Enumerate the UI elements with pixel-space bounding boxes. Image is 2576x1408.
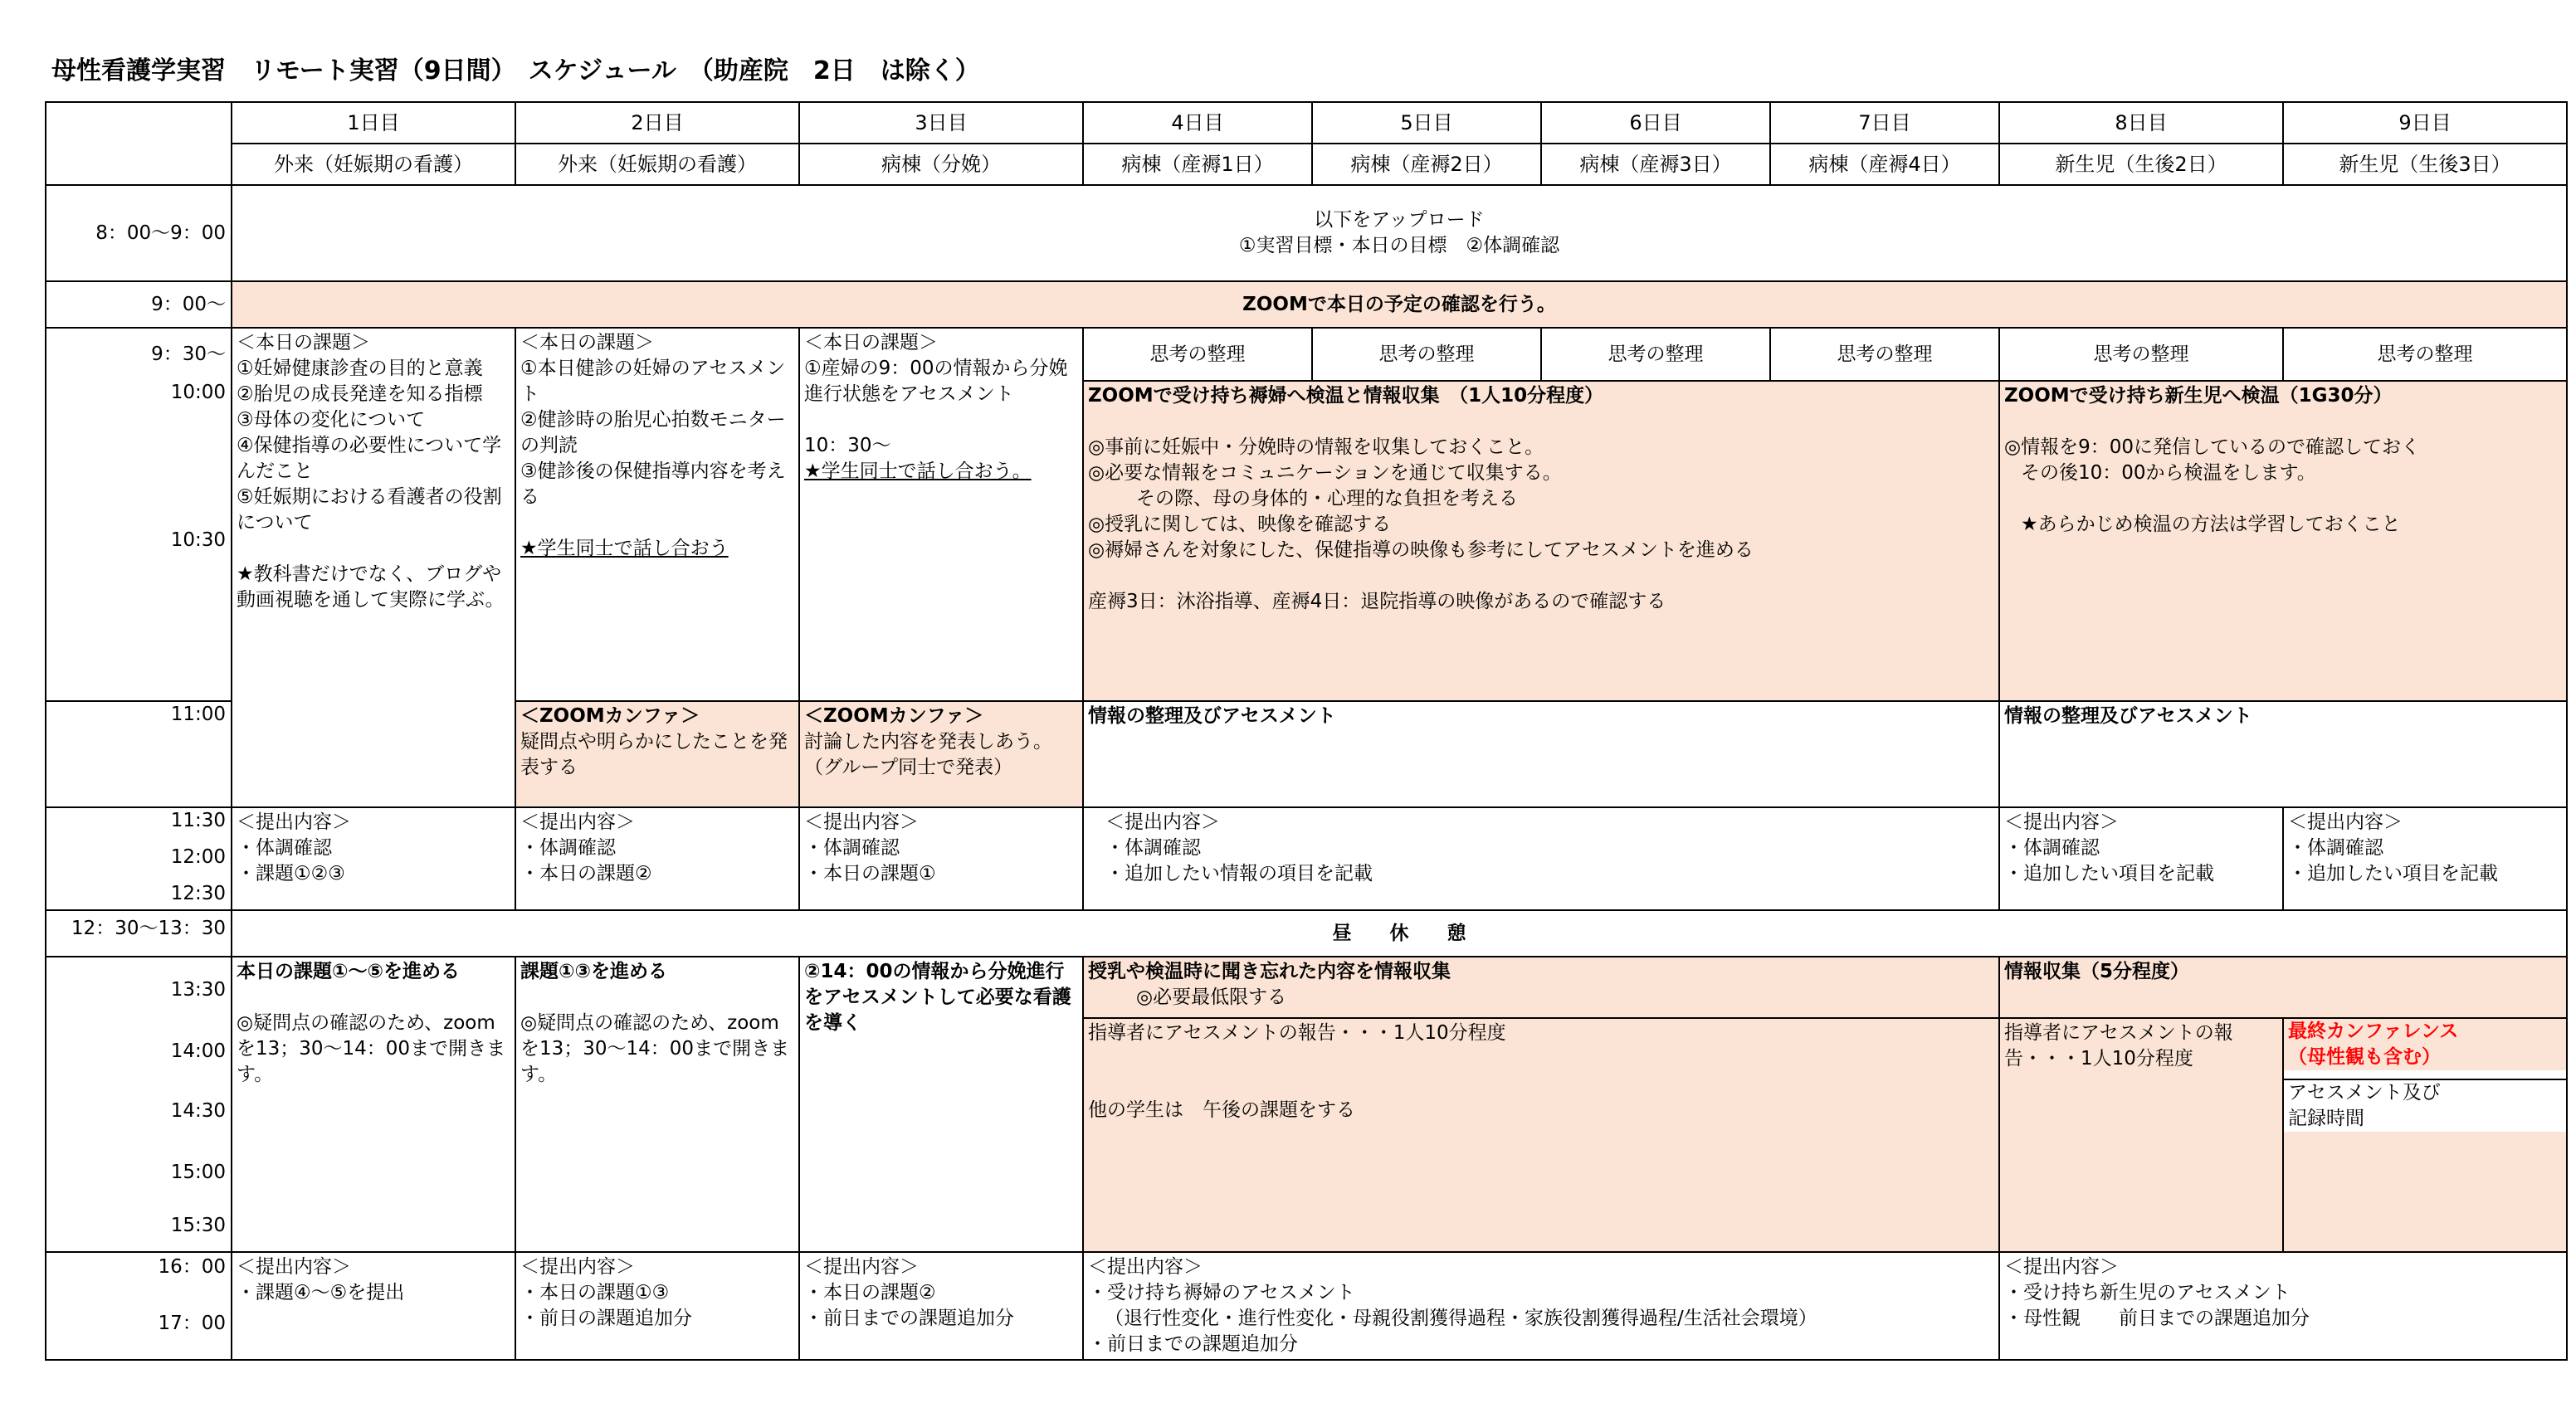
day-header: 9日目 (2283, 102, 2567, 144)
final-conference: 最終カンファレンス （母性観も含む） (2283, 1018, 2567, 1079)
time-cell (46, 328, 232, 701)
ward-info-collection: 授乳や検温時に聞き忘れた内容を情報収集 ◎必要最低限する (1083, 957, 1999, 1018)
time-label: 11:30 (170, 810, 226, 831)
day3-conference: ＜ZOOMカンファ＞ 討論した内容を発表しあう。（グループ同士で発表） (799, 701, 1083, 807)
submission-pm-day2: ＜提出内容＞ ・本日の課題①③ ・前日の課題追加分 (515, 1252, 799, 1360)
time-cell (46, 1252, 232, 1360)
ward-info-assessment: 情報の整理及びアセスメント (1083, 701, 1999, 807)
newborn-info-assessment: 情報の整理及びアセスメント (1999, 701, 2567, 807)
time-cell (46, 910, 232, 957)
submission-am-day3: ＜提出内容＞ ・体調確認 ・本日の課題① (799, 807, 1083, 910)
ward-header: 外来（妊娠期の看護） (515, 144, 799, 185)
time-label: 12：30〜13：30 (71, 918, 226, 939)
time-label: 14:30 (170, 1100, 226, 1122)
day1-task: ＜本日の課題＞ ①妊婦健康診査の目的と意義 ②胎児の成長発達を知る指標 ③母体の変化について ④保健指導の必要性について学んだこと ⑤妊娠期における看護者の役割について ★教科書だけでなく、ブログや動画視聴を通して実際に学ぶ。 (232, 328, 515, 807)
time-label: 17：00 (158, 1313, 226, 1334)
newborn-info-collection: 情報収集（5分程度） (1999, 957, 2567, 1018)
day-header: 1日目 (232, 102, 515, 144)
submission-am-day9: ＜提出内容＞ ・体調確認 ・追加したい項目を記載 (2283, 807, 2567, 910)
submission-am-day8: ＜提出内容＞ ・体調確認 ・追加したい項目を記載 (1999, 807, 2283, 910)
time-cell (46, 807, 232, 910)
time-label: 15:00 (170, 1162, 226, 1183)
newborn-report: 指導者にアセスメントの報告・・・1人10分程度 (1999, 1018, 2283, 1252)
time-label: 12:00 (170, 846, 226, 868)
zoom-check-banner: ZOOMで本日の予定の確認を行う。 (232, 281, 2567, 328)
day3-task: ＜本日の課題＞ ①産婦の9：00の情報から分娩進行状態をアセスメント 10：30〜 ★学生同士で話し合おう。 (799, 328, 1083, 701)
ward-header: 外来（妊娠期の看護） (232, 144, 515, 185)
day-header: 7日目 (1770, 102, 1999, 144)
time-label: 8：00〜9：00 (95, 222, 226, 244)
ward-header: 病棟（分娩） (799, 144, 1083, 185)
submission-pm-day3: ＜提出内容＞ ・本日の課題② ・前日までの課題追加分 (799, 1252, 1083, 1360)
corner-cell (46, 102, 232, 185)
ward-header: 病棟（産褥3日） (1541, 144, 1770, 185)
afternoon-day2: 課題①③を進める ◎疑問点の確認のため、zoomを13；30〜14：00まで開きます。 (515, 957, 799, 1252)
think-cell: 思考の整理 (1083, 328, 1312, 381)
time-cell (46, 701, 232, 807)
time-label: 10:30 (170, 529, 226, 551)
time-label: 14:00 (170, 1040, 226, 1062)
time-cell (46, 185, 232, 281)
submission-am-ward: ＜提出内容＞ ・体調確認 ・追加したい情報の項目を記載 (1083, 807, 1999, 910)
afternoon-day1: 本日の課題①〜⑤を進める ◎疑問点の確認のため、zoomを13；30〜14：00まで開きます。 (232, 957, 515, 1252)
time-cell (46, 957, 232, 1252)
page-title: 母性看護学実習 リモート実習（9日間） スケジュール （助産院 2日 は除く） (51, 56, 980, 85)
time-label: 10:00 (170, 382, 226, 403)
time-label: 13:30 (170, 979, 226, 1001)
lunch-break: 昼 休 憩 (232, 910, 2567, 957)
think-cell: 思考の整理 (1541, 328, 1770, 381)
time-label: 15:30 (170, 1215, 226, 1236)
schedule-table (45, 101, 2568, 1361)
afternoon-day3: ②14：00の情報から分娩進行をアセスメントして必要な看護を導く (799, 957, 1083, 1252)
time-cell (46, 281, 232, 328)
time-label: 12:30 (170, 883, 226, 904)
time-label: 11:00 (170, 704, 226, 725)
ward-header: 新生児（生後3日） (2283, 144, 2567, 185)
time-label: 9：30〜 (151, 343, 226, 365)
think-cell: 思考の整理 (1770, 328, 1999, 381)
time-label: 9：00〜 (151, 294, 226, 315)
submission-am-day2: ＜提出内容＞ ・体調確認 ・本日の課題② (515, 807, 799, 910)
ward-header: 病棟（産褥1日） (1083, 144, 1312, 185)
submission-pm-day1: ＜提出内容＞ ・課題④〜⑤を提出 (232, 1252, 515, 1360)
submission-am-day1: ＜提出内容＞ ・体調確認 ・課題①②③ (232, 807, 515, 910)
ward-header: 病棟（産褥4日） (1770, 144, 1999, 185)
ward-report: 指導者にアセスメントの報告・・・1人10分程度 他の学生は 午後の課題をする (1083, 1018, 1999, 1252)
day-header: 2日目 (515, 102, 799, 144)
ward-header: 新生児（生後2日） (1999, 144, 2283, 185)
submission-pm-ward: ＜提出内容＞ ・受け持ち褥婦のアセスメント （退行性変化・進行性変化・母親役割獲得過程・家族役割獲得過程/生活社会環境） ・前日までの課題追加分 (1083, 1252, 1999, 1360)
day-header: 5日目 (1312, 102, 1541, 144)
day2-conference: ＜ZOOMカンファ＞ 疑問点や明らかにしたことを発表する (515, 701, 799, 807)
think-cell: 思考の整理 (1999, 328, 2283, 381)
day-header: 3日目 (799, 102, 1083, 144)
day-header: 4日目 (1083, 102, 1312, 144)
think-cell: 思考の整理 (2283, 328, 2567, 381)
day-header: 8日目 (1999, 102, 2283, 144)
record-time: アセスメント及び 記録時間 (2283, 1079, 2567, 1252)
upload-instructions: 以下をアップロード ①実習目標・本日の目標 ②体調確認 (232, 185, 2567, 281)
think-cell: 思考の整理 (1312, 328, 1541, 381)
day-header: 6日目 (1541, 102, 1770, 144)
ward-header: 病棟（産褥2日） (1312, 144, 1541, 185)
ward-zoom-visit: ZOOMで受け持ち褥婦へ検温と情報収集 （1人10分程度） ◎事前に妊娠中・分娩時の情報を収集しておくこと。 ◎必要な情報をコミュニケーションを通じて収集する。 その際、母の身体的・心理的な負担を考える ◎授乳に関しては、映像を確認する ◎褥婦さんを対象にした、保健指導の映像も参考にしてアセスメントを進める 産褥3日：沐浴指導、産褥4日：退院指導の映像があるので確認する (1083, 381, 1999, 701)
submission-pm-newborn: ＜提出内容＞ ・受け持ち新生児のアセスメント ・母性観 前日までの課題追加分 (1999, 1252, 2567, 1360)
day2-task: ＜本日の課題＞ ①本日健診の妊婦のアセスメント ②健診時の胎児心拍数モニターの判読 ③健診後の保健指導内容を考える ★学生同士で話し合おう (515, 328, 799, 701)
time-label: 16：00 (158, 1256, 226, 1278)
newborn-zoom-visit: ZOOMで受け持ち新生児へ検温（1G30分） ◎情報を9：00に発信しているので確認しておく その後10：00から検温をします。 ★あらかじめ検温の方法は学習しておくこと (1999, 381, 2567, 701)
